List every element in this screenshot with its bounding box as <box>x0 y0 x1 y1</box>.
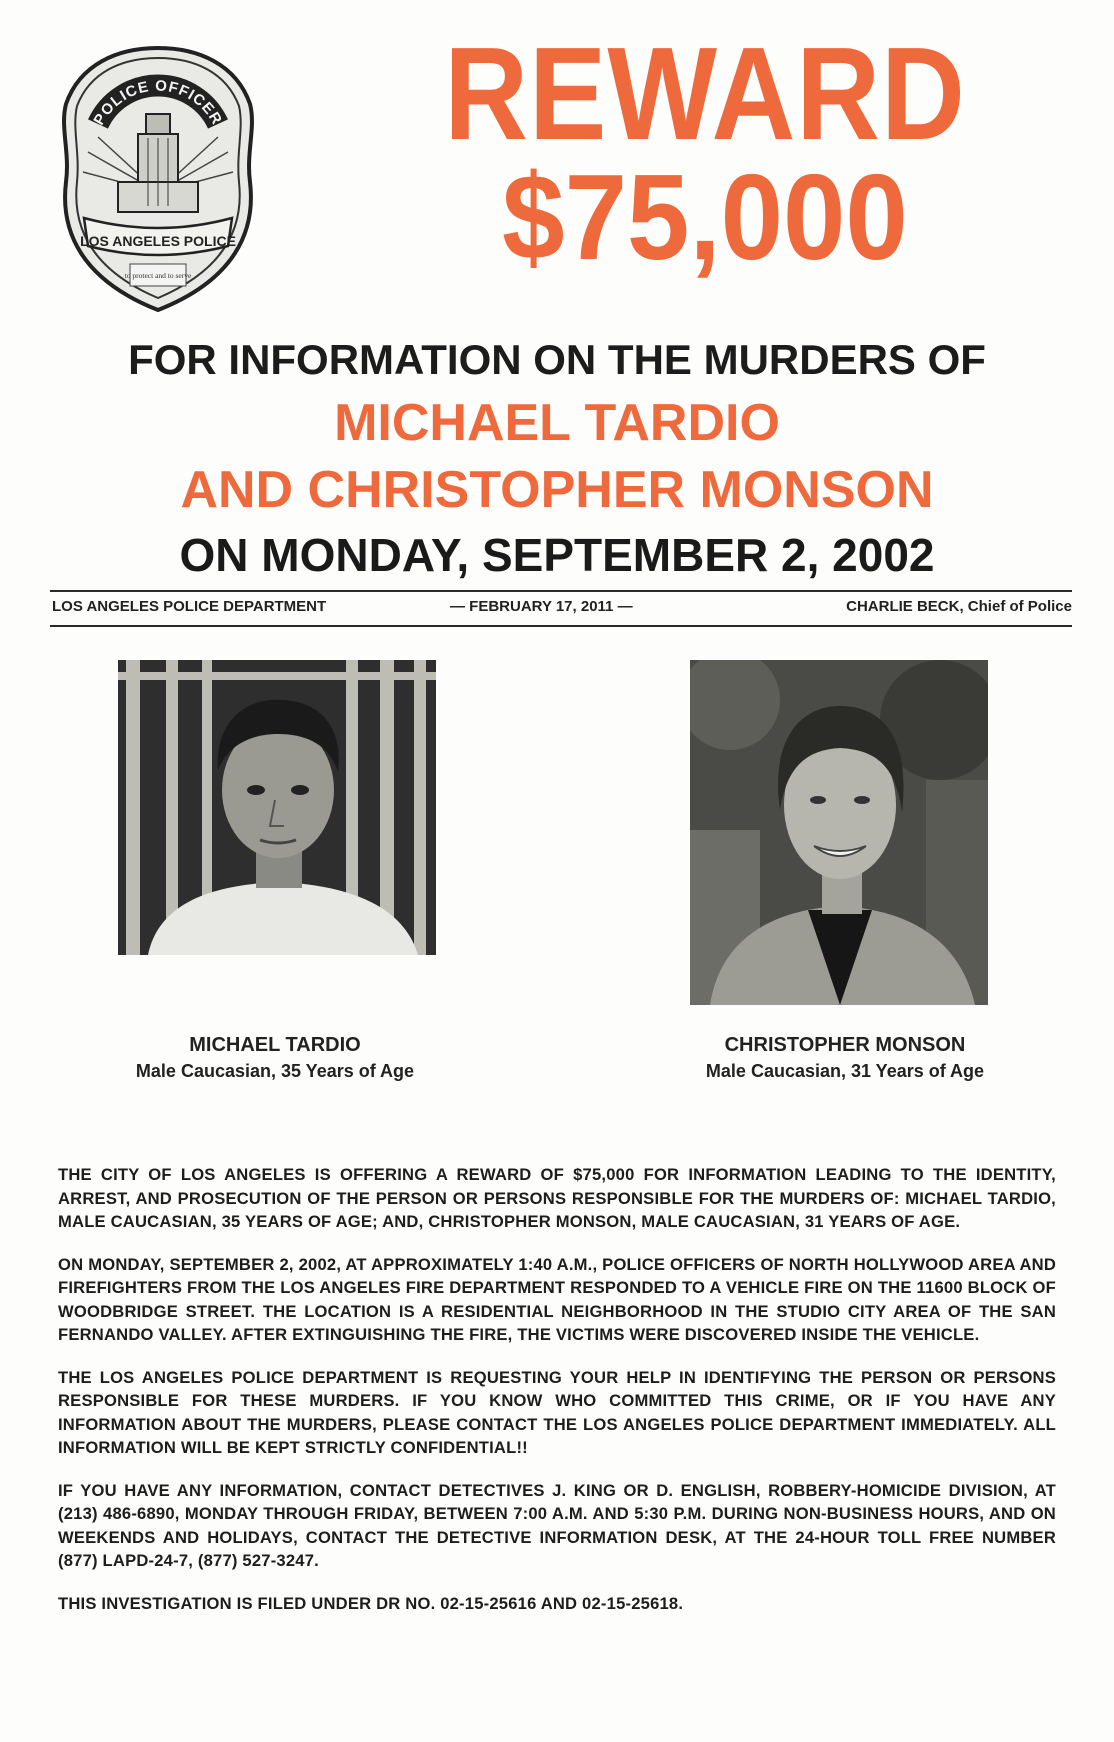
paragraph-reward-offer: THE CITY OF LOS ANGELES IS OFFERING A REWARD OF $75,000 FOR INFORMATION LEADING TO THE IDENTITY, ARREST, AND PROSECUTION OF THE PERSON OR PERSONS RESPONSIBLE FOR THE MURDERS OF: MICHAEL TARDIO, MALE CAUCASIAN, 35 YEARS OF AGE; AND, CHRISTOPHER MONSON, MALE CAUCASIAN, 31 YEARS OF AGE. <box>58 1165 1056 1231</box>
victim-photo-monson <box>690 660 988 1005</box>
headline-victim-2: AND CHRISTOPHER MONSON <box>180 461 934 519</box>
masthead-department: LOS ANGELES POLICE DEPARTMENT <box>52 598 327 615</box>
badge-band-text: LOS ANGELES POLICE <box>80 233 236 249</box>
paragraph-case-number: THIS INVESTIGATION IS FILED UNDER DR NO. 02-15-25616 AND 02-15-25618. <box>58 1593 684 1613</box>
masthead-rule-top <box>50 590 1072 592</box>
masthead-chief: CHARLIE BECK, Chief of Police <box>846 598 1072 615</box>
victim-caption-monson <box>660 1032 1030 1084</box>
badge-motto: to protect and to serve <box>124 271 192 280</box>
victim-name: MICHAEL TARDIO <box>189 1034 361 1056</box>
paragraph-request-help: THE LOS ANGELES POLICE DEPARTMENT IS REQUESTING YOUR HELP IN IDENTIFYING THE PERSON OR PERSONS RESPONSIBLE FOR THESE MURDERS. IF YOU KNOW WHO COMMITTED THIS CRIME, OR IF YOU HAVE ANY INFORMATION ABOUT THE MURDERS, PLEASE CONTACT THE LOS ANGELES POLICE DEPARTMENT IMMEDIATELY. ALL INFORMATION WILL BE KEPT STRICTLY CONFIDENTIAL!! <box>58 1367 1056 1457</box>
victim-description: Male Caucasian, 35 Years of Age <box>135 1061 415 1081</box>
masthead-date: — FEBRUARY 17, 2011 — <box>450 598 633 615</box>
headline-victim-1: MICHAEL TARDIO <box>334 394 780 452</box>
victim-photo-tardio <box>118 660 436 955</box>
reward-title: REWARD <box>444 20 966 167</box>
headline-info: FOR INFORMATION ON THE MURDERS OF <box>128 336 986 383</box>
paragraph-contact: IF YOU HAVE ANY INFORMATION, CONTACT DETECTIVES J. KING OR D. ENGLISH, ROBBERY-HOMICIDE DIVISION, AT (213) 486-6890, MONDAY THROUGH FRIDAY, BETWEEN 7:00 A.M. AND 5:30 P.M. DURING NON-BUSINESS HOURS, AND ON WEEKENDS AND HOLIDAYS, CONTACT THE DETECTIVE INFORMATION DESK, AT THE 24-HOUR TOLL FREE NUMBER (877) LAPD-24-7, (877) 527-3247. <box>58 1480 1056 1570</box>
notice-body <box>58 1163 1056 1634</box>
lapd-badge-icon <box>58 42 258 317</box>
victim-name: CHRISTOPHER MONSON <box>724 1034 966 1056</box>
badge-top-text: POLICE OFFICER <box>90 77 226 129</box>
paragraph-incident: ON MONDAY, SEPTEMBER 2, 2002, AT APPROXIMATELY 1:40 A.M., POLICE OFFICERS OF NORTH HOLLYWOOD AREA AND FIREFIGHTERS FROM THE LOS ANGELES FIRE DEPARTMENT RESPONDED TO A VEHICLE FIRE ON THE 11600 BLOCK OF WOODBRIDGE STREET. THE LOCATION IS A RESIDENTIAL NEIGHBORHOOD IN THE STUDIO CITY AREA OF THE SAN FERNANDO VALLEY. AFTER EXTINGUISHING THE FIRE, THE VICTIMS WERE DISCOVERED INSIDE THE VEHICLE. <box>58 1254 1056 1344</box>
reward-amount: $75,000 <box>502 149 908 285</box>
victim-description: Male Caucasian, 31 Years of Age <box>705 1061 985 1081</box>
masthead-rule-bottom <box>50 625 1072 627</box>
victim-caption-tardio <box>95 1032 455 1084</box>
headline-date: ON MONDAY, SEPTEMBER 2, 2002 <box>179 529 935 581</box>
